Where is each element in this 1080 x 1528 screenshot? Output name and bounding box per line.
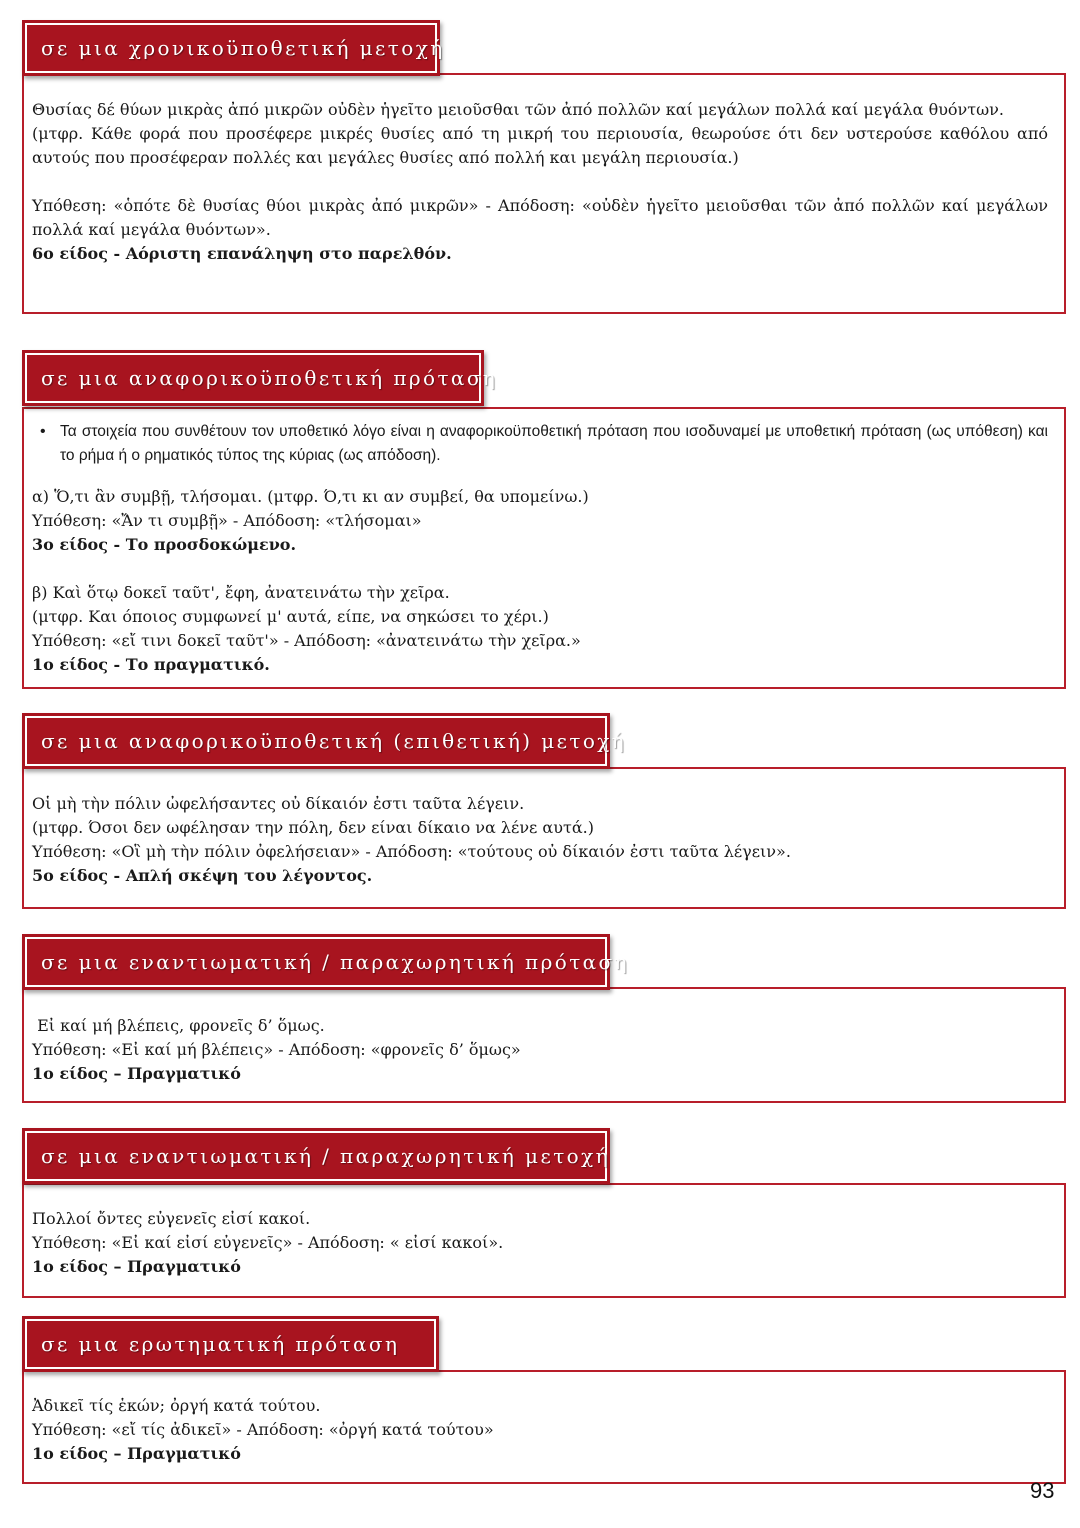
example-text: Πολλοί ὄντες εὐγενεῖς εἰσί κακοί. <box>32 1209 311 1228</box>
spacer <box>32 557 1048 581</box>
example-text: Οἱ μὴ τὴν πόλιν ὠφελήσαντες οὐ δίκαιόν ἐστι ταῦτα λέγειν. <box>32 794 525 813</box>
conclusion-text: 1ο είδος – Πραγματικό <box>32 1257 241 1276</box>
section-content <box>32 1014 1048 1086</box>
section-content <box>32 1207 1048 1279</box>
section-heading: σε μια χρονικοϋποθετική μετοχή <box>22 20 440 76</box>
conclusion-text: 6ο είδος - Αόριστη επανάληψη στο παρελθόν. <box>32 244 452 263</box>
bullet-item: • Τα στοιχεία που συνθέτουν τον υποθετικό λόγο είναι η αναφορικοϋποθετική πρόταση που ισοδυναμεί με υποθετική πρόταση (ως υπόθεση) και το ρήμα ή ο ρηματικός τύπος της κύριας (ως απόδοση). <box>60 420 1048 468</box>
section-content <box>32 420 1048 468</box>
conclusion-text: 1ο είδος - Το πραγματικό. <box>32 655 270 674</box>
section-content <box>32 792 1048 888</box>
example-a <box>32 485 1048 677</box>
conclusion-text: 3ο είδος - Το προσδοκώμενο. <box>32 535 297 554</box>
example-text: β) Καὶ ὅτῳ δοκεῖ ταῦτ', ἔφη, ἀνατεινάτω τὴν χεῖρα. <box>32 583 450 602</box>
spacer <box>32 170 1048 194</box>
section-heading: σε μια αναφορικοϋποθετική πρόταση <box>22 350 484 406</box>
section-heading: σε μια ερωτηματική πρόταση <box>22 1316 439 1372</box>
hypothesis-apodosis: Υπόθεση: «εἴ τινι δοκεῖ ταῦτ'» - Απόδοση: «ἀνατεινάτω τὴν χεῖρα.» <box>32 631 581 650</box>
example-text: Ἀδικεῖ τίς ἑκών; ὀργή κατά τούτου. <box>32 1396 321 1415</box>
hypothesis-apodosis: Υπόθεση: «Ἄν τι συμβῇ» - Απόδοση: «τλήσομαι» <box>32 511 422 530</box>
example-text: Εἰ καί μή βλέπεις, φρονεῖς δ’ ὅμως. <box>32 1016 325 1035</box>
translation-text: (μτφρ. Κάθε φορά που προσέφερε μικρές θυσίες από τη μικρή του περιουσία, θεωρούσε ότι δεν υστερούσε καθόλου από αυτούς που προσέφεραν πολλές και μεγάλες θυσίες από πολλή και μεγάλη περιουσία.) <box>32 124 1048 167</box>
example-text: α) Ὅ,τι ἂν συμβῇ, τλήσομαι. (μτφρ. Ό,τι κι αν συμβεί, θα υπομείνω.) <box>32 487 589 506</box>
conclusion-text: 5ο είδος - Απλή σκέψη του λέγοντος. <box>32 866 373 885</box>
section-content <box>32 1394 1048 1466</box>
bullet-list <box>32 420 1048 468</box>
hypothesis-apodosis: Υπόθεση: «Εἰ καί μή βλέπεις» - Απόδοση: «φρονεῖς δ’ ὅμως» <box>32 1040 521 1059</box>
example-text: Θυσίας δέ θύων μικρὰς ἀπό μικρῶν οὐδὲν ἡγεῖτο μειοῦσθαι τῶν ἀπό πολλῶν καί μεγάλων πολλά καί μεγάλα θυόντων. <box>32 100 1004 119</box>
section-heading: σε μια αναφορικοϋποθετική (επιθετική) μετοχή <box>22 713 610 769</box>
hypothesis-apodosis: Υπόθεση: «ὁπότε δὲ θυσίας θύοι μικρὰς ἀπό μικρῶν» - Απόδοση: «οὐδὲν ἡγεῖτο μειοῦσθαι τῶν ἀπό πολλῶν καί μεγάλων πολλά καί μεγάλα θυόντων». <box>32 196 1048 239</box>
hypothesis-apodosis: Υπόθεση: «Εἰ καί εἰσί εὐγενεῖς» - Απόδοση: « εἰσί κακοί». <box>32 1233 504 1252</box>
conclusion-text: 1ο είδος – Πραγματικό <box>32 1064 241 1083</box>
translation-text: (μτφρ. Όσοι δεν ωφέλησαν την πόλη, δεν είναι δίκαιο να λένε αυτά.) <box>32 818 594 837</box>
section-heading: σε μια εναντιωματική / παραχωρητική μετοχή <box>22 1128 610 1184</box>
section-heading: σε μια εναντιωματική / παραχωρητική πρόταση <box>22 934 610 990</box>
page-number: 93 <box>1030 1478 1055 1503</box>
translation-text: (μτφρ. Και όποιος συμφωνεί μ' αυτά, είπε, να σηκώσει το χέρι.) <box>32 607 549 626</box>
hypothesis-apodosis: Υπόθεση: «Οἳ μὴ τὴν πόλιν ὀφελήσειαν» - Απόδοση: «τούτους οὐ δίκαιόν ἐστι ταῦτα λέγειν». <box>32 842 791 861</box>
hypothesis-apodosis: Υπόθεση: «εἴ τίς ἀδικεῖ» - Απόδοση: «ὀργή κατά τούτου» <box>32 1420 494 1439</box>
conclusion-text: 1ο είδος – Πραγματικό <box>32 1444 241 1463</box>
section-content <box>32 98 1048 266</box>
